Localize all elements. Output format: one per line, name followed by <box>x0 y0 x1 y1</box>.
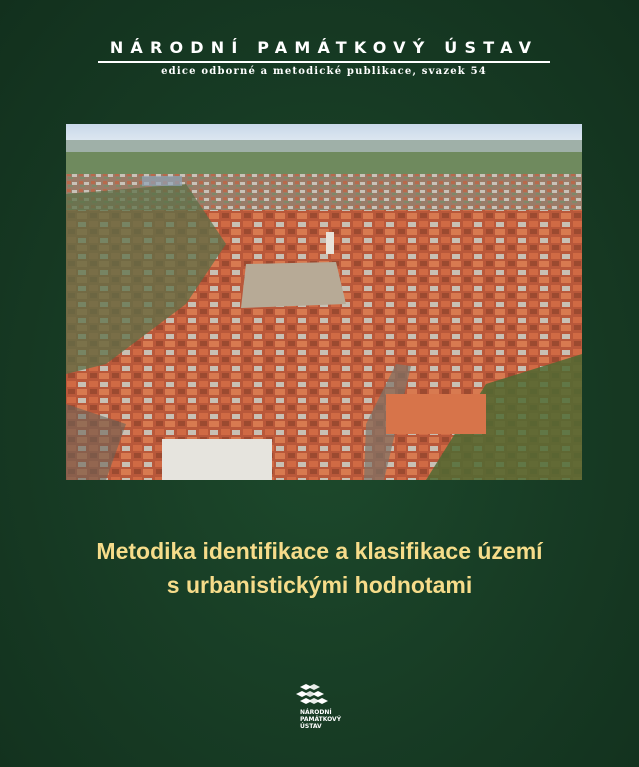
title-line-2: s urbanistickými hodnotami <box>166 572 473 598</box>
header-rule <box>98 61 550 63</box>
title-line-1: Metodika identifikace a klasifikace území <box>96 538 543 564</box>
book-title <box>40 534 599 602</box>
aerial-city-photo <box>66 124 582 480</box>
edition-subtitle: edice odborné a metodické publikace, svazek 54 <box>161 66 487 77</box>
logo-text-line-3: ÚSTAV <box>300 723 322 730</box>
npu-logo <box>296 684 356 730</box>
npu-logo-icon <box>296 684 356 706</box>
logo-text-line-2: PAMÁTKOVÝ <box>300 716 342 723</box>
publisher-name: NÁRODNÍ PAMÁTKOVÝ ÚSTAV <box>109 38 539 57</box>
logo-text <box>300 709 356 730</box>
logo-text-line-1: NÁRODNÍ <box>300 709 332 716</box>
